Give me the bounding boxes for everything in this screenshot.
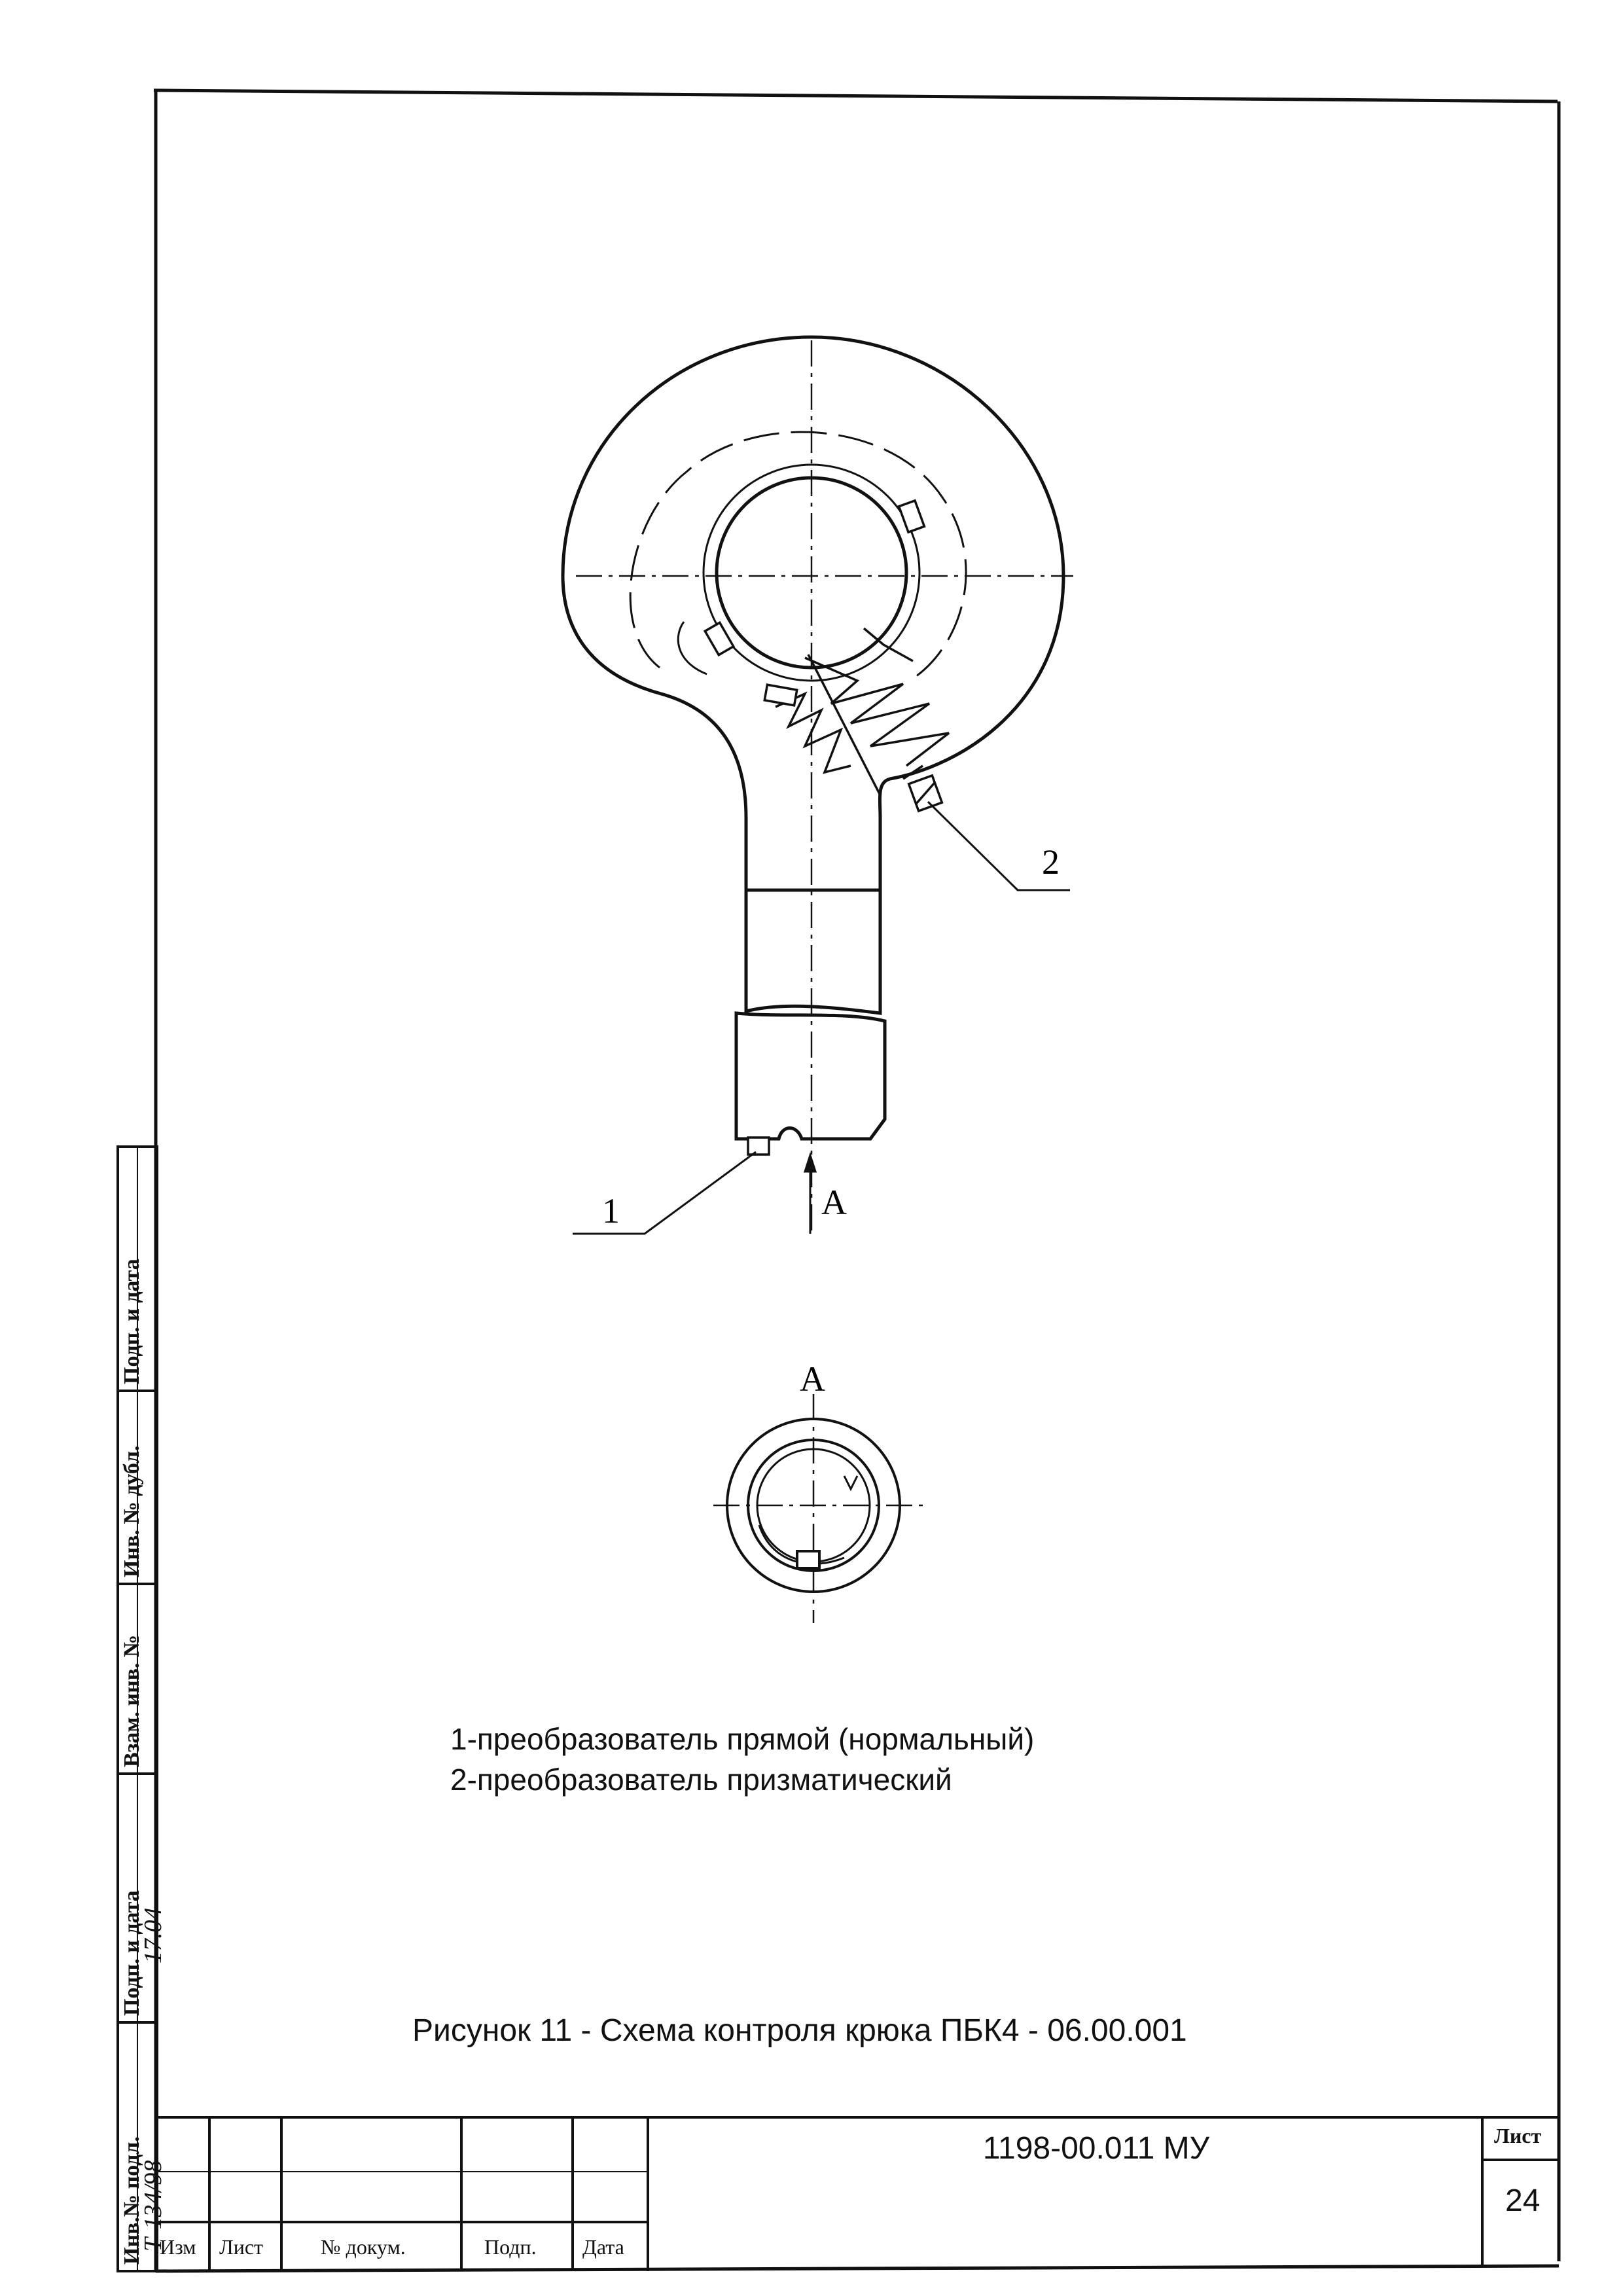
legend-item-1: 1-преобразователь прямой (нормальный): [450, 1722, 1035, 1756]
inv-number-handwritten: Т-134/98: [139, 2160, 167, 2251]
column-list: Лист: [219, 2235, 264, 2259]
side-label-inv-podl: Инв.№ подл.: [120, 2136, 144, 2265]
side-label-podp-data-1: Подп. и дата: [120, 1890, 144, 2016]
side-label-inv-dubl: Инв. № дубл.: [120, 1445, 144, 1577]
signature-date-handwritten: 17.04: [139, 1907, 167, 1964]
callout-1-label: 1: [602, 1191, 620, 1230]
column-date: Дата: [582, 2235, 624, 2259]
column-izm: Изм: [160, 2235, 196, 2259]
view-a-title: A: [800, 1359, 825, 1399]
sheet-label: Лист: [1494, 2124, 1542, 2147]
column-signature: Подп.: [484, 2235, 537, 2259]
view-arrow-label: A: [821, 1183, 847, 1222]
sheet-number: 24: [1505, 2183, 1541, 2218]
column-doc-number: № докум.: [321, 2235, 406, 2259]
document-code: [720, 2130, 1472, 2166]
transducer-markers: [705, 501, 942, 1155]
sheet-frame: [154, 90, 1559, 2271]
figure-caption: Рисунок 11 - Схема контроля крюка ПБК4 - 06.00.001: [412, 2013, 1187, 2048]
hook-body: [563, 337, 1063, 1139]
document-code-text: 1198-00.011 МУ: [982, 2131, 1210, 2166]
center-lines: [576, 340, 1073, 1623]
side-label-vzam-inv: Взам. инв. №: [120, 1634, 144, 1767]
callout-2-label: 2: [1042, 842, 1060, 882]
callout-leaders: [573, 802, 1070, 1234]
legend-item-2: 2-преобразователь призматический: [450, 1763, 952, 1797]
side-label-podp-data-2: Подп. и дата: [120, 1259, 144, 1384]
